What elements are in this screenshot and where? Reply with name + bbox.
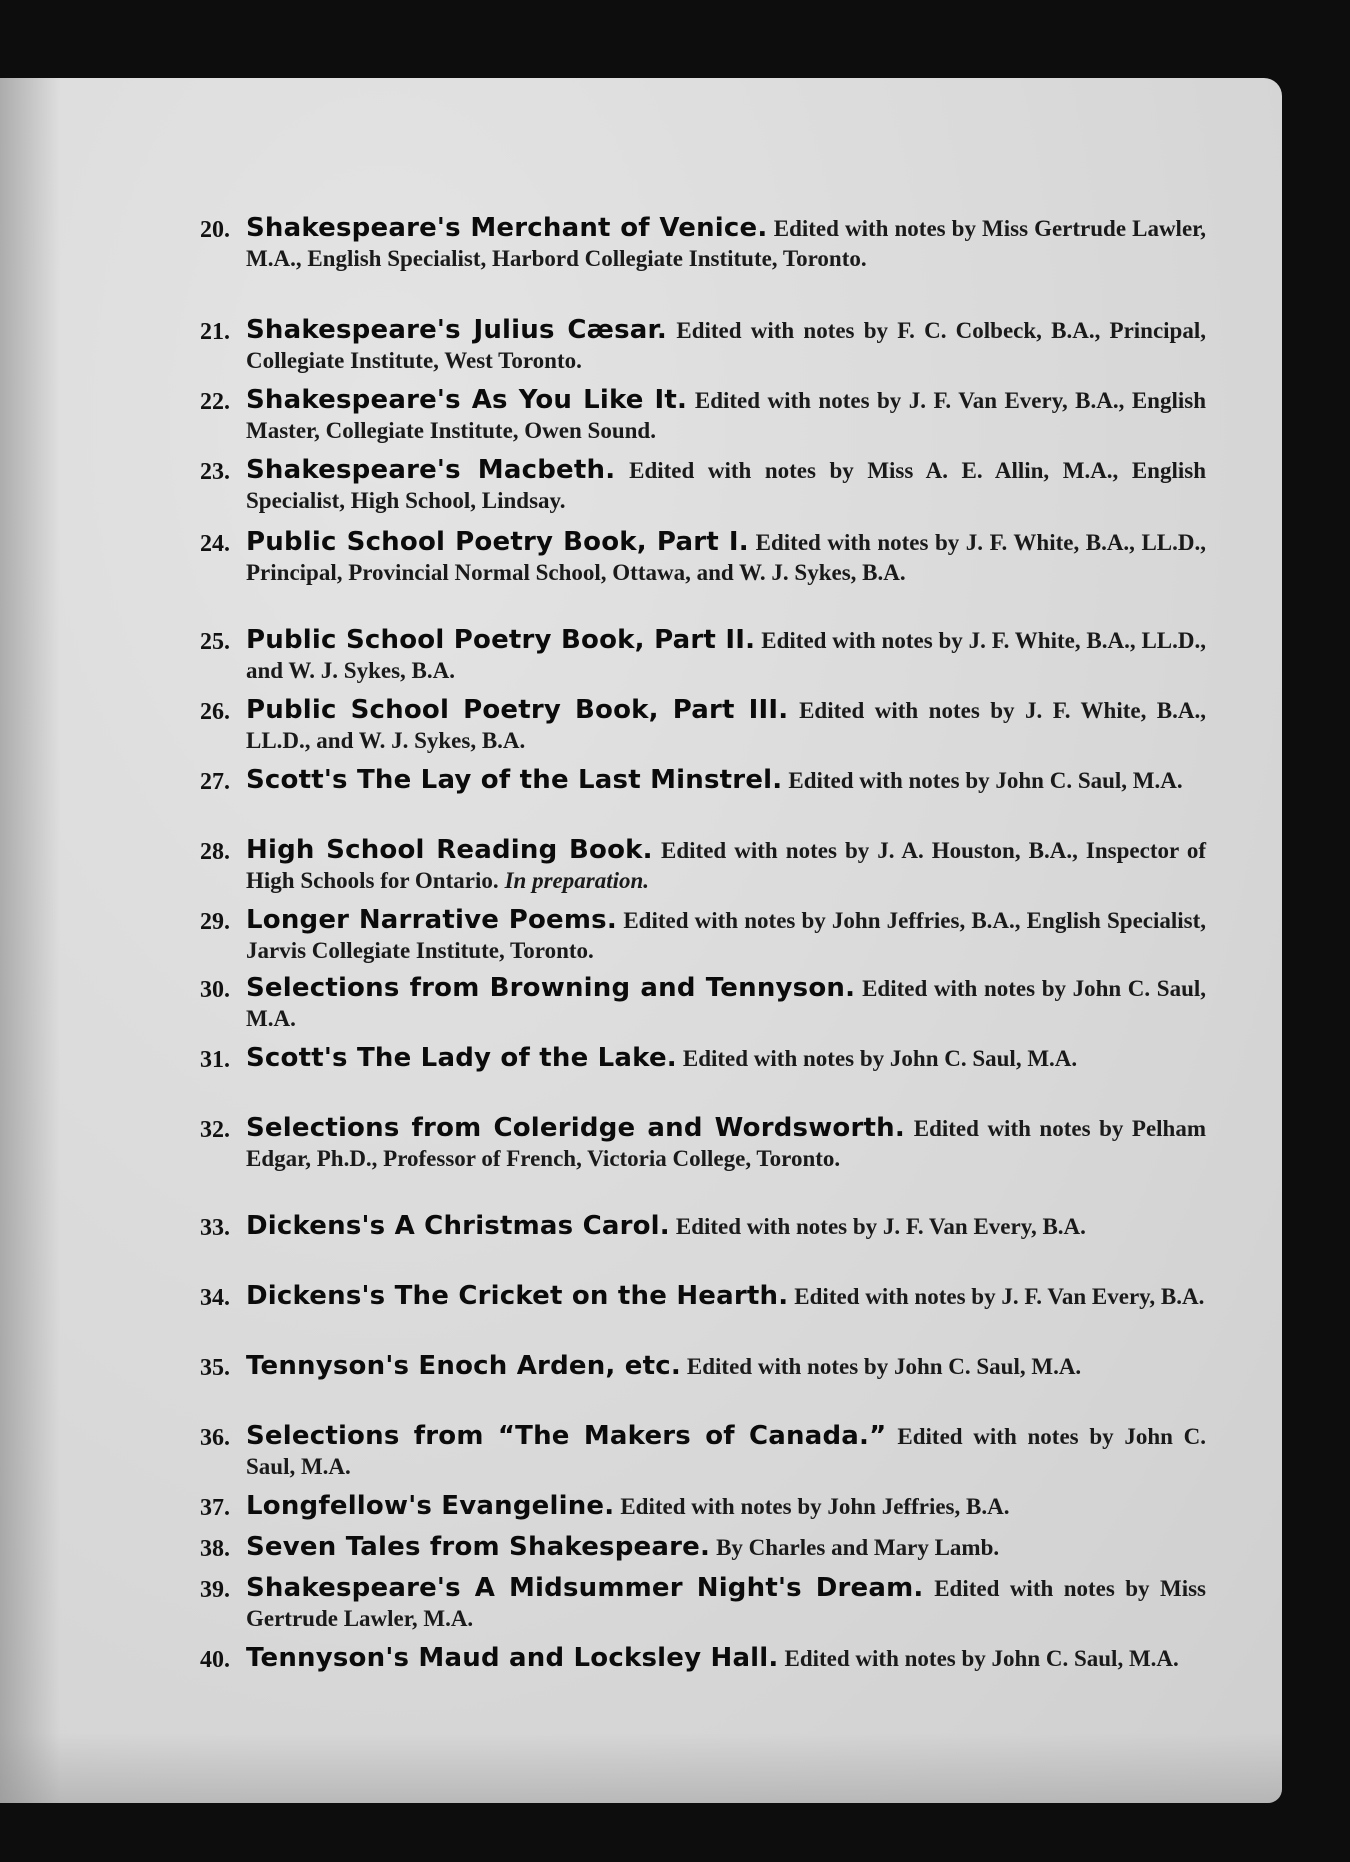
list-item bbox=[200, 1532, 1206, 1563]
entry-number: 38. bbox=[200, 1536, 230, 1562]
entry-description: Edited with notes by John Jeffries, B.A. bbox=[620, 1494, 1010, 1519]
list-item bbox=[200, 905, 1207, 966]
entry-title: Selections from “The Makers of Canada.” bbox=[246, 1421, 887, 1451]
entry-number: 39. bbox=[200, 1577, 230, 1603]
entry-description: Edited with notes by J. F. White, B.A., LL.D., Principal, Provincial Normal School, Ottawa, and W. J. Sykes, B.A. bbox=[246, 530, 1207, 585]
entry-description: Edited with notes by F. C. Colbeck, B.A., Principal, Collegiate Institute, West Toronto. bbox=[246, 318, 1206, 373]
entry-description: Edited with notes by John C. Saul, M.A. bbox=[246, 1424, 1207, 1479]
list-item bbox=[200, 765, 1206, 796]
entry-description: Edited with notes by J. A. Houston, B.A., Inspector of High Schools for Ontario. bbox=[246, 838, 1206, 893]
entry-number: 32. bbox=[200, 1117, 230, 1143]
list-item bbox=[200, 1421, 1207, 1482]
entry-title: Seven Tales from Shakespeare. bbox=[246, 1532, 711, 1562]
entry-title: Shakespeare's Macbeth. bbox=[246, 455, 616, 485]
entry-number: 24. bbox=[200, 531, 230, 557]
entry-title: Scott's The Lay of the Last Minstrel. bbox=[246, 765, 783, 795]
list-item bbox=[200, 1643, 1206, 1674]
entry-title: Selections from Coleridge and Wordsworth. bbox=[246, 1113, 905, 1143]
entry-description: Edited with notes by Miss Gertrude Lawler, M.A. bbox=[246, 1576, 1207, 1631]
entry-title: Longer Narrative Poems. bbox=[246, 905, 617, 935]
list-item bbox=[200, 1491, 1206, 1522]
list-item bbox=[200, 973, 1207, 1034]
list-item bbox=[200, 1573, 1207, 1634]
entry-title: Shakespeare's Merchant of Venice. bbox=[246, 213, 768, 243]
entry-number: 29. bbox=[200, 909, 230, 935]
entry-title: Dickens's The Cricket on the Hearth. bbox=[246, 1281, 789, 1311]
entry-description: Edited with notes by John C. Saul, M.A. bbox=[682, 1046, 1078, 1071]
preparation-note: In preparation. bbox=[504, 868, 650, 893]
entry-number: 36. bbox=[200, 1425, 230, 1451]
entry-number: 37. bbox=[200, 1495, 230, 1521]
list-item bbox=[200, 835, 1206, 896]
entry-title: Scott's The Lady of the Lake. bbox=[246, 1043, 677, 1073]
entry-description: Edited with notes by John C. Saul, M.A. bbox=[246, 976, 1207, 1031]
entry-number: 22. bbox=[200, 389, 230, 415]
entry-number: 21. bbox=[200, 319, 230, 345]
entry-number: 34. bbox=[200, 1285, 230, 1311]
entry-title: Shakespeare's As You Like It. bbox=[246, 385, 688, 415]
entry-title: Selections from Browning and Tennyson. bbox=[246, 973, 856, 1003]
list-item bbox=[200, 213, 1206, 274]
entry-title: Tennyson's Maud and Locksley Hall. bbox=[246, 1643, 779, 1673]
list-item bbox=[200, 1211, 1206, 1242]
list-item bbox=[200, 1043, 1206, 1074]
entry-description: Edited with notes by J. F. White, B.A., LL.D., and W. J. Sykes, B.A. bbox=[246, 698, 1207, 753]
entry-number: 25. bbox=[200, 629, 230, 655]
entry-number: 28. bbox=[200, 839, 230, 865]
list-item bbox=[200, 1113, 1207, 1174]
entry-title: Shakespeare's Julius Cæsar. bbox=[246, 315, 667, 345]
list-item bbox=[200, 527, 1207, 588]
entry-description: Edited with notes by Pelham Edgar, Ph.D., Professor of French, Victoria College, Toronto. bbox=[246, 1116, 1207, 1171]
entry-title: High School Reading Book. bbox=[246, 835, 653, 865]
entry-title: Dickens's A Christmas Carol. bbox=[246, 1211, 670, 1241]
entry-title: Tennyson's Enoch Arden, etc. bbox=[246, 1351, 681, 1381]
list-item bbox=[200, 695, 1207, 756]
list-item bbox=[200, 455, 1206, 516]
entry-number: 40. bbox=[200, 1647, 230, 1673]
entry-description: By Charles and Mary Lamb. bbox=[716, 1535, 1000, 1560]
entry-number: 23. bbox=[200, 459, 230, 485]
entry-number: 31. bbox=[200, 1047, 230, 1073]
entry-description: Edited with notes by John C. Saul, M.A. bbox=[788, 768, 1183, 793]
list-item bbox=[200, 1351, 1206, 1382]
entry-description: Edited with notes by J. F. Van Every, B.A., English Master, Collegiate Institute, Owen Sound. bbox=[246, 388, 1206, 443]
entry-description: Edited with notes by J. F. White, B.A., LL.D., and W. J. Sykes, B.A. bbox=[246, 628, 1206, 683]
entry-description: Edited with notes by Miss Gertrude Lawler, M.A., English Specialist, Harbord Collegiate Institute, Toronto. bbox=[246, 216, 1206, 271]
entry-title: Public School Poetry Book, Part II. bbox=[246, 625, 756, 655]
entry-description: Edited with notes by J. F. Van Every, B.A. bbox=[675, 1214, 1086, 1239]
entry-description: Edited with notes by John C. Saul, M.A. bbox=[784, 1646, 1179, 1671]
entry-title: Shakespeare's A Midsummer Night's Dream. bbox=[246, 1573, 924, 1603]
book-series-list bbox=[0, 78, 1282, 1803]
entry-description: Edited with notes by John C. Saul, M.A. bbox=[686, 1354, 1082, 1379]
entry-title: Public School Poetry Book, Part III. bbox=[246, 695, 789, 725]
entry-number: 20. bbox=[200, 217, 230, 243]
entry-number: 26. bbox=[200, 699, 230, 725]
list-item bbox=[200, 315, 1206, 376]
list-item bbox=[200, 1281, 1206, 1312]
entry-title: Public School Poetry Book, Part I. bbox=[246, 527, 749, 557]
entry-number: 35. bbox=[200, 1355, 230, 1381]
entry-number: 27. bbox=[200, 769, 230, 795]
entry-description: Edited with notes by Miss A. E. Allin, M.A., English Specialist, High School, Lindsay. bbox=[246, 458, 1206, 513]
list-item bbox=[200, 385, 1206, 446]
entry-number: 30. bbox=[200, 977, 230, 1003]
entry-description: Edited with notes by J. F. Van Every, B.A. bbox=[794, 1284, 1205, 1309]
entry-number: 33. bbox=[200, 1215, 230, 1241]
entry-description: Edited with notes by John Jeffries, B.A., English Specialist, Jarvis Collegiate Institute, Toronto. bbox=[246, 908, 1207, 963]
scanned-page bbox=[0, 78, 1282, 1803]
entry-title: Longfellow's Evangeline. bbox=[246, 1491, 615, 1521]
list-item bbox=[200, 625, 1206, 686]
